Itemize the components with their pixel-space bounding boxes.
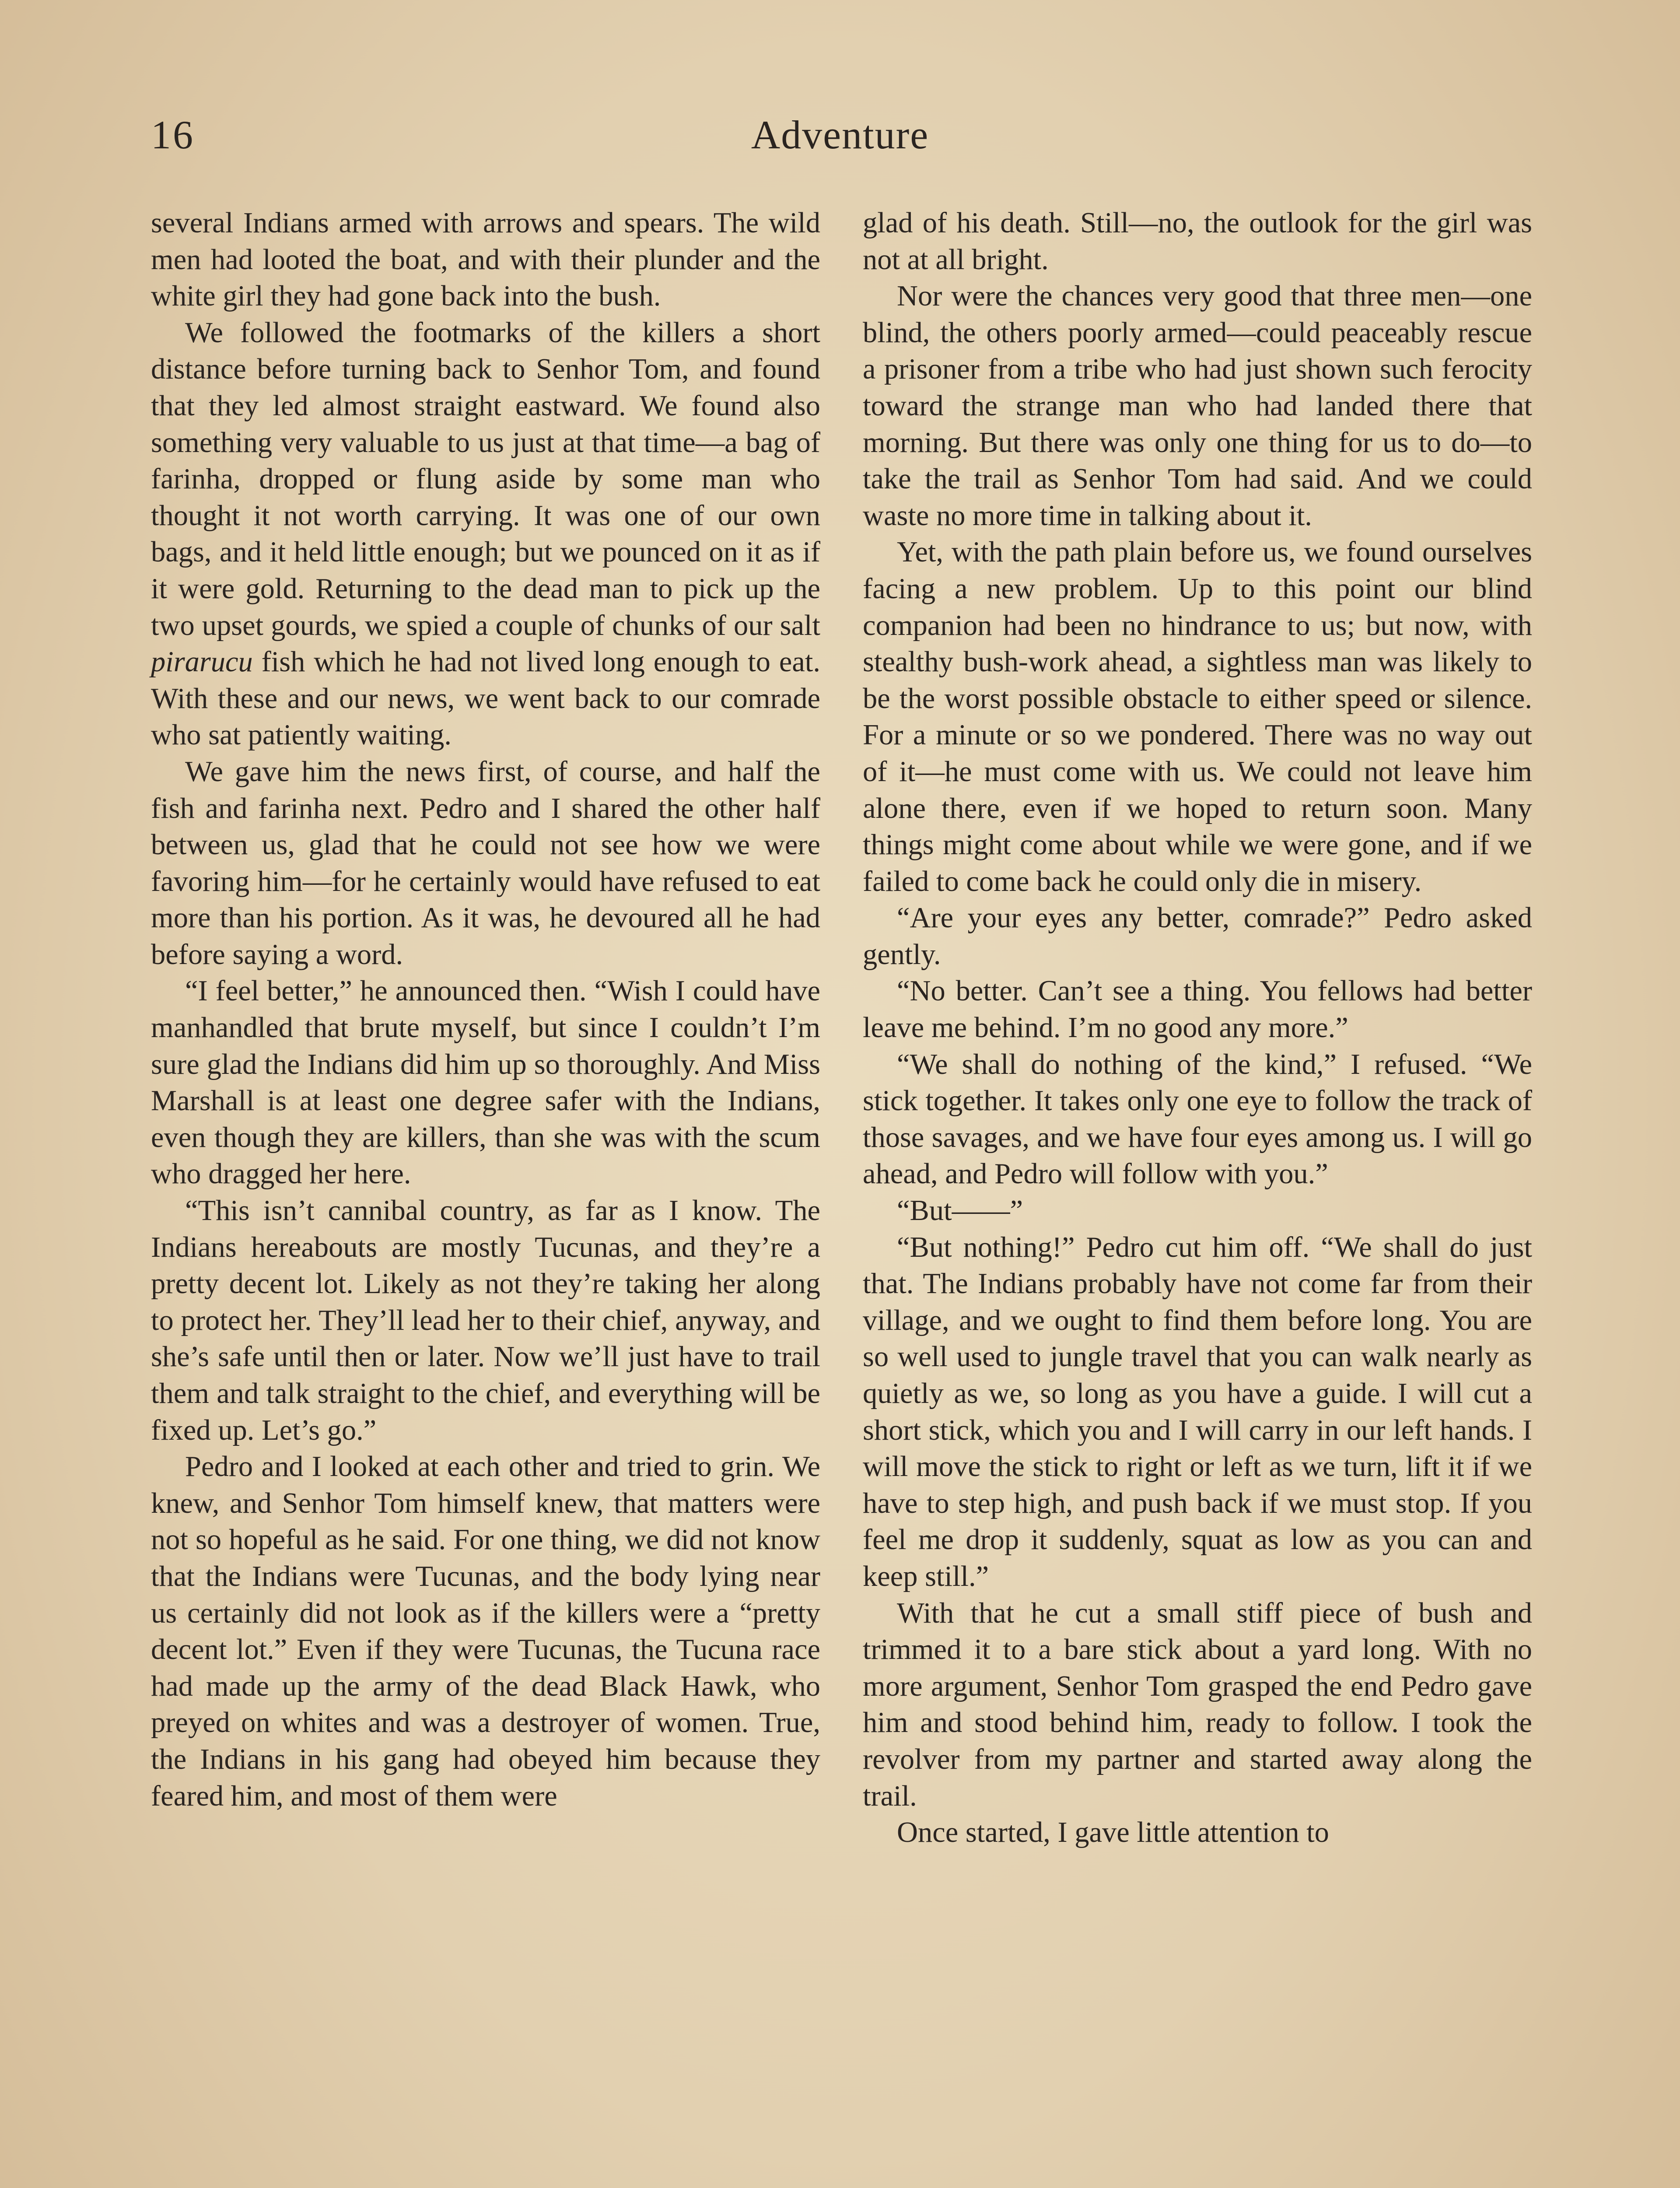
paragraph: “Are your eyes any better, comrade?” Pedro asked gently.	[863, 902, 1532, 971]
paragraph: Nor were the chances very good that three men—one blind, the others poorly armed—could peaceably rescue a prisoner from a tribe who had just shown such ferocity toward the strange man who had landed there that morning. But there was only one thing for us to do—to take the trail as Senhor Tom had said. And we could waste no more time in talking about it.	[863, 280, 1532, 532]
paragraph: We followed the footmarks of the killers a short distance before turning back to Senhor Tom, and found that they led almost straight eastward. We found also something very valuable to us just at that time—a bag of farinha, dropped or flung aside by some man who thought it not worth carrying. It was one of our own bags, and it held little enough; but we pounced on it as if it were gold. Returning to the dead man to pick up the two upset gourds, we spied a couple of chunks of our salt pirarucu fish which he had not lived long enough to eat. With these and our news, we went back to our comrade who sat patiently waiting.	[151, 316, 820, 751]
paragraph: “But——”	[897, 1195, 1023, 1227]
left-column	[151, 205, 820, 1814]
paragraph: “No better. Can’t see a thing. You fellows had better leave me behind. I’m no good any more.”	[863, 975, 1532, 1044]
paragraph: “But nothing!” Pedro cut him off. “We shall do just that. The Indians probably have not come far from their village, and we ought to find them before long. You are so well used to jungle travel that you can walk nearly as quietly as we, so long as you have a guide. I will cut a short stick, which you and I will carry in our left hands. I will move the stick to right or left as we turn, lift it if we have to step high, and push back if we must stop. If you feel me drop it suddenly, squat as low as you can and keep still.”	[863, 1231, 1532, 1592]
paragraph: Yet, with the path plain before us, we found ourselves facing a new problem. Up to this point our blind companion had been no hindrance to us; but now, with stealthy bush-work ahead, a sightless man was likely to be the worst possible obstacle to either speed or silence. For a minute or so we pondered. There was no way out of it—he must come with us. We could not leave him alone there, even if we hoped to return soon. Many things might come about while we were gone, and if we failed to come back he could only die in misery.	[863, 536, 1532, 898]
page-header	[151, 112, 1529, 164]
paragraph: “This isn’t cannibal country, as far as I know. The Indians hereabouts are mostly Tucunas, and they’re a pretty decent lot. Likely as not they’re taking her along to protect her. They’ll lead her to their chief, anyway, and she’s safe until then or later. Now we’ll just have to trail them and talk straight to the chief, and everything will be fixed up. Let’s go.”	[151, 1195, 820, 1446]
right-column	[863, 205, 1532, 1851]
paragraph: With that he cut a small stiff piece of bush and trimmed it to a bare stick about a yard long. With no more argument, Senhor Tom grasped the end Pedro gave him and stood behind him, ready to follow. I took the revolver from my partner and started away along the trail.	[863, 1597, 1532, 1812]
italic-term: pirarucu	[151, 646, 253, 678]
paragraph: Pedro and I looked at each other and tried to grin. We knew, and Senhor Tom himself knew, that matters were not so hopeful as he said. For one thing, we did not know that the Indians were Tucunas, and the body lying near us certainly did not look as if the killers were a “pretty decent lot.” Even if they were Tucunas, the Tucuna race had made up the army of the dead Black Hawk, who preyed on whites and was a destroyer of women. True, the Indians in his gang had obeyed him because they feared him, and most of them were	[151, 1451, 820, 1812]
paragraph: Once started, I gave little attention to	[897, 1816, 1329, 1849]
page-number: 16	[151, 112, 195, 157]
running-title: Adventure	[751, 112, 929, 157]
paragraph: We gave him the news first, of course, and half the fish and farinha next. Pedro and I shared the other half between us, glad that he could not see how we were favoring him—for he certainly would have refused to eat more than his portion. As it was, he devoured all he had before saying a word.	[151, 755, 820, 971]
paragraph: several Indians armed with arrows and spears. The wild men had looted the boat, and with their plunder and the white girl they had gone back into the bush.	[151, 207, 820, 312]
paragraph: “I feel better,” he announced then. “Wish I could have manhandled that brute myself, but since I couldn’t I’m sure glad the Indians did him up so thoroughly. And Miss Marshall is at least one degree safer with the Indians, even though they are killers, than she was with the scum who dragged her here.	[151, 975, 820, 1190]
paragraph: “We shall do nothing of the kind,” I refused. “We stick together. It takes only one eye to follow the track of those savages, and we have four eyes among us. I will go ahead, and Pedro will follow with you.”	[863, 1048, 1532, 1190]
paragraph: glad of his death. Still—no, the outlook for the girl was not at all bright.	[863, 207, 1532, 276]
